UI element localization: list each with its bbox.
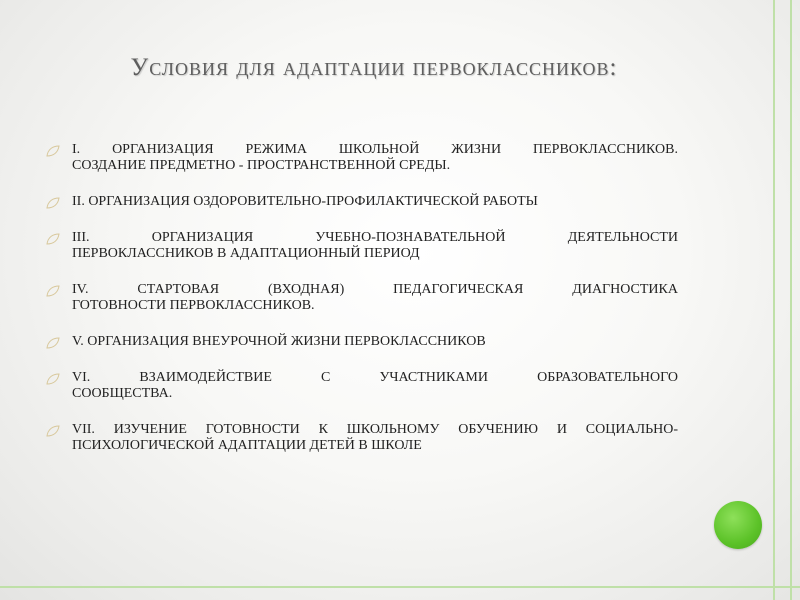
list-item <box>46 334 678 350</box>
list-item-line2: СООБЩЕСТВА. <box>72 386 173 401</box>
list-item-line2: ГОТОВНОСТИ ПЕРВОКЛАССНИКОВ. <box>72 298 315 313</box>
list-item <box>46 370 678 402</box>
list-item <box>46 142 678 174</box>
leaf-bullet-icon <box>46 285 60 297</box>
frame-line-bottom <box>0 586 800 588</box>
green-circle-icon <box>714 501 762 549</box>
list-item-line1: III. ОРГАНИЗАЦИЯ УЧЕБНО-ПОЗНАВАТЕЛЬНОЙ ДЕЯТЕЛЬНОСТИ <box>72 230 678 245</box>
leaf-bullet-icon <box>46 145 60 157</box>
leaf-bullet-icon <box>46 337 60 349</box>
slide-title: Условия для адаптации первоклассников: <box>130 54 618 81</box>
list-item-line1: I. ОРГАНИЗАЦИЯ РЕЖИМА ШКОЛЬНОЙ ЖИЗНИ ПЕРВОКЛАССНИКОВ. <box>72 142 678 157</box>
list-item <box>46 230 678 262</box>
leaf-bullet-icon <box>46 197 60 209</box>
list-item-line1: V. ОРГАНИЗАЦИЯ ВНЕУРОЧНОЙ ЖИЗНИ ПЕРВОКЛАССНИКОВ <box>72 334 486 349</box>
list-item-line1: II. ОРГАНИЗАЦИЯ ОЗДОРОВИТЕЛЬНО-ПРОФИЛАКТИЧЕСКОЙ РАБОТЫ <box>72 194 538 209</box>
frame-line-right-inner <box>773 0 775 600</box>
list-item-line2: СОЗДАНИЕ ПРЕДМЕТНО - ПРОСТРАНСТВЕННОЙ СРЕДЫ. <box>72 158 451 173</box>
leaf-bullet-icon <box>46 373 60 385</box>
list-item <box>46 194 678 210</box>
list-item <box>46 422 678 454</box>
frame-line-right-outer <box>790 0 792 600</box>
leaf-bullet-icon <box>46 425 60 437</box>
list-item-line2: ПСИХОЛОГИЧЕСКОЙ АДАПТАЦИИ ДЕТЕЙ В ШКОЛЕ <box>72 438 422 453</box>
list-item-line1: IV. СТАРТОВАЯ (ВХОДНАЯ) ПЕДАГОГИЧЕСКАЯ ДИАГНОСТИКА <box>72 282 678 297</box>
bullet-list <box>46 142 678 474</box>
list-item <box>46 282 678 314</box>
leaf-bullet-icon <box>46 233 60 245</box>
list-item-line1: VII. ИЗУЧЕНИЕ ГОТОВНОСТИ К ШКОЛЬНОМУ ОБУЧЕНИЮ И СОЦИАЛЬНО- <box>72 422 678 437</box>
list-item-line1: VI. ВЗАИМОДЕЙСТВИЕ С УЧАСТНИКАМИ ОБРАЗОВАТЕЛЬНОГО <box>72 370 678 385</box>
list-item-line2: ПЕРВОКЛАССНИКОВ В АДАПТАЦИОННЫЙ ПЕРИОД <box>72 246 420 261</box>
